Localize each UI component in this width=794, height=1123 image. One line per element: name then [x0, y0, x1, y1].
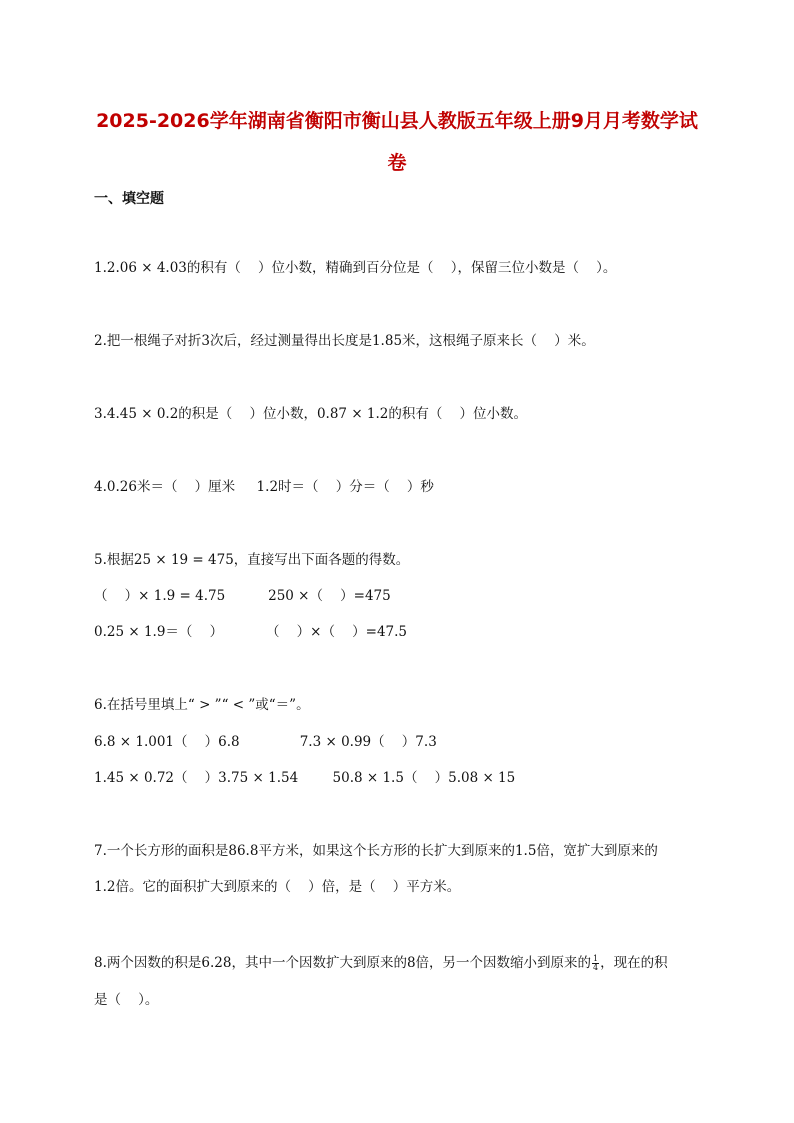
question-8-text: 8.两个因数的积是6.28，其中一个因数扩大到原来的8倍，另一个因数缩小到原来的: [94, 955, 592, 971]
document-title-line-1: 2025-2026学年湖南省衡阳市衡山县人教版五年级上册9月月考数学试: [96, 110, 698, 132]
question-7-line-1: 7.一个长方形的面积是86.8平方米，如果这个长方形的长扩大到原来的1.5倍，宽扩大到原来的: [94, 843, 658, 859]
question-1: 1.2.06 × 4.03的积有（ ）位小数，精确到百分位是（ ），保留三位小数是（ ）。: [94, 260, 617, 276]
question-5-row-1: （ ）× 1.9 = 4.75 250 ×（ ）=475: [94, 588, 391, 604]
question-3: 3.4.45 × 0.2的积是（ ）位小数，0.87 × 1.2的积有（ ）位小数。: [94, 406, 528, 422]
question-4: 4.0.26米＝（ ）厘米 1.2时＝（ ）分＝（ ）秒: [94, 479, 434, 495]
question-8-line-2: 是（ ）。: [94, 992, 159, 1008]
question-8-text-after-fraction: ，现在的积: [600, 955, 668, 971]
fraction-numerator: 1: [593, 954, 599, 963]
fraction-one-quarter: [592, 955, 599, 972]
question-8-line-1: [94, 954, 668, 972]
question-5-stem: 5.根据25 × 19 = 475，直接写出下面各题的得数。: [94, 552, 410, 568]
question-6-row-2: 1.45 × 0.72（ ）3.75 × 1.54 50.8 × 1.5（ ）5.08 × 15: [94, 770, 516, 786]
question-7-line-2: 1.2倍。它的面积扩大到原来的（ ）倍，是（ ）平方米。: [94, 879, 461, 895]
document-title-line-2: 卷: [387, 152, 407, 174]
question-6-row-1: 6.8 × 1.001（ ）6.8 7.3 × 0.99（ ）7.3: [94, 734, 437, 750]
question-5-row-2: 0.25 × 1.9＝（ ） （ ）×（ ）=47.5: [94, 624, 408, 640]
fraction-denominator: 4: [593, 963, 599, 972]
section-heading-fill-in: 一、填空题: [94, 191, 164, 207]
question-2: 2.把一根绳子对折3次后，经过测量得出长度是1.85米，这根绳子原来长（ ）米。: [94, 333, 595, 349]
question-6-stem: 6.在括号里填上“ > ”“ < ”或“＝”。: [94, 697, 310, 713]
